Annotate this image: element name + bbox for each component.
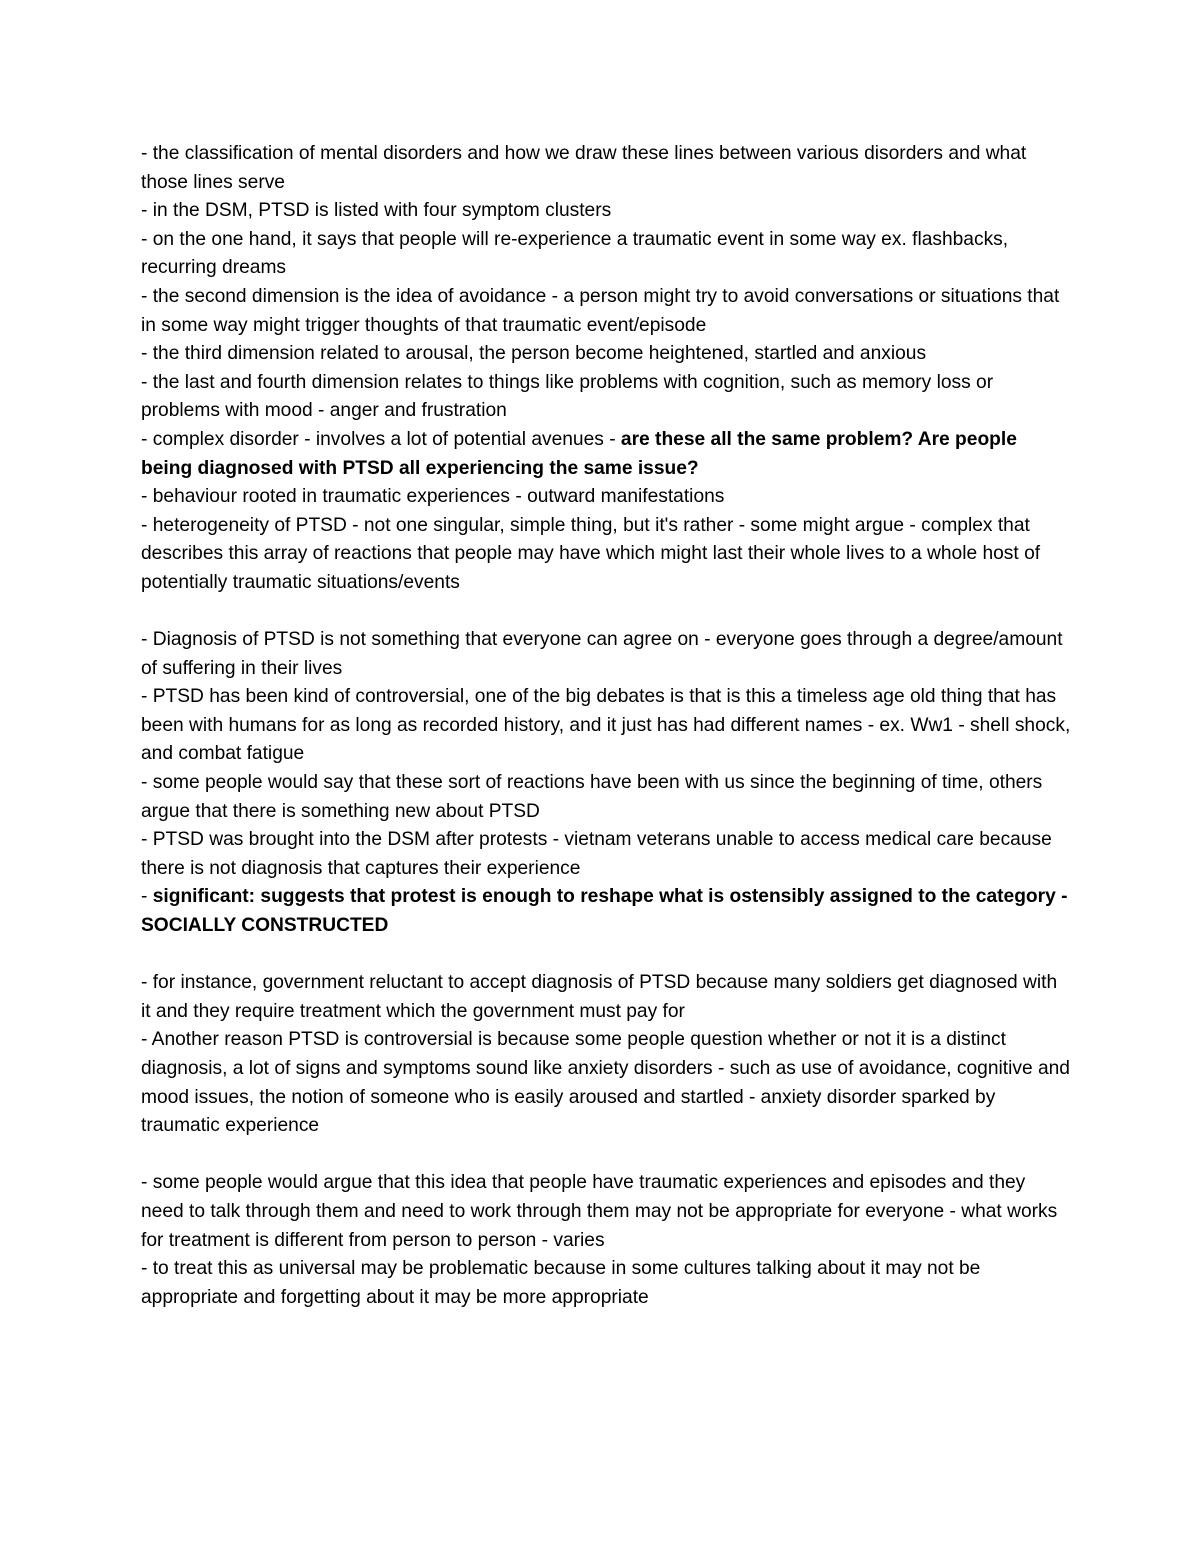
body-text: - to treat this as universal may be problematic because in some cultures talking about it may not be appropriate and forgetting about it may be more appropriate: [141, 1258, 981, 1308]
body-text: - the classification of mental disorders and how we draw these lines between various disorders and what those lines serve: [141, 143, 1027, 193]
body-text: - some people would say that these sort of reactions have been with us since the beginning of time, others argue that there is something new about PTSD: [141, 772, 1043, 822]
note-paragraph: [141, 1169, 1071, 1255]
body-text: - heterogeneity of PTSD - not one singular, simple thing, but it's rather - some might argue - complex that describes this array of reactions that people may have which might last their whole lives to a whole host of potentially traumatic situations/events: [141, 514, 1041, 593]
emphasis-text: significant: suggests that protest is enough to reshape what is ostensibly assigned to the category - SOCIALLY CONSTRUCTED: [141, 886, 1068, 937]
note-paragraph: [141, 1255, 1071, 1312]
body-text: - complex disorder - involves a lot of potential avenues -: [141, 428, 621, 450]
note-paragraph: [141, 826, 1071, 883]
note-paragraph: [141, 226, 1071, 283]
body-text: - the third dimension related to arousal, the person become heightened, startled and anxious: [141, 343, 927, 365]
note-paragraph: [141, 426, 1071, 483]
note-paragraph: [141, 369, 1071, 426]
emphasis-text: are these all the same problem? Are people being diagnosed with PTSD all experiencing the same issue?: [141, 428, 1017, 479]
note-paragraph: [141, 769, 1071, 826]
body-text: - the second dimension is the idea of avoidance - a person might try to avoid conversations or situations that in some way might trigger thoughts of that traumatic event/episode: [141, 285, 1060, 336]
note-paragraph: [141, 969, 1071, 1026]
note-paragraph: [141, 340, 1071, 369]
note-paragraph: [141, 683, 1071, 769]
note-paragraph: [141, 483, 1071, 512]
note-paragraph: [141, 197, 1071, 226]
body-text: - behaviour rooted in traumatic experiences - outward manifestations: [141, 486, 725, 508]
body-text: -: [141, 886, 153, 908]
note-paragraph: [141, 1026, 1071, 1140]
body-text: - Diagnosis of PTSD is not something that everyone can agree on - everyone goes through a degree/amount of suffering in their lives: [141, 629, 1063, 679]
body-text: - for instance, government reluctant to accept diagnosis of PTSD because many soldiers get diagnosed with it and they require treatment which the government must pay for: [141, 972, 1058, 1022]
body-text: - the last and fourth dimension relates to things like problems with cognition, such as memory loss or problems with mood - anger and frustration: [141, 371, 994, 422]
body-text: - in the DSM, PTSD is listed with four symptom clusters: [141, 200, 612, 222]
note-paragraph: [141, 512, 1071, 598]
body-text: - Another reason PTSD is controversial is because some people question whether or not it is a distinct diagnosis, a lot of signs and symptoms sound like anxiety disorders - such as use of avoidance, cognitive and mood issues, the notion of someone who is easily aroused and startled - anxiety disorder sparked by traumatic experience: [141, 1029, 1070, 1137]
note-paragraph: [141, 883, 1071, 940]
note-paragraph: [141, 626, 1071, 683]
note-paragraph: [141, 283, 1071, 340]
body-text: - on the one hand, it says that people will re-experience a traumatic event in some way ex. flashbacks, recurring dreams: [141, 228, 1009, 279]
document-body: [141, 140, 1071, 1312]
body-text: - PTSD has been kind of controversial, one of the big debates is that is this a timeless age old thing that has been with humans for as long as recorded history, and it just has had different names - ex. Ww1 - shell shock, and combat fatigue: [141, 686, 1071, 765]
body-text: - some people would argue that this idea that people have traumatic experiences and episodes and they need to talk through them and need to work through them may not be appropriate for everyone - what works for treatment is different from person to person - varies: [141, 1172, 1058, 1251]
note-paragraph: [141, 140, 1071, 197]
body-text: - PTSD was brought into the DSM after protests - vietnam veterans unable to access medical care because there is not diagnosis that captures their experience: [141, 829, 1052, 879]
